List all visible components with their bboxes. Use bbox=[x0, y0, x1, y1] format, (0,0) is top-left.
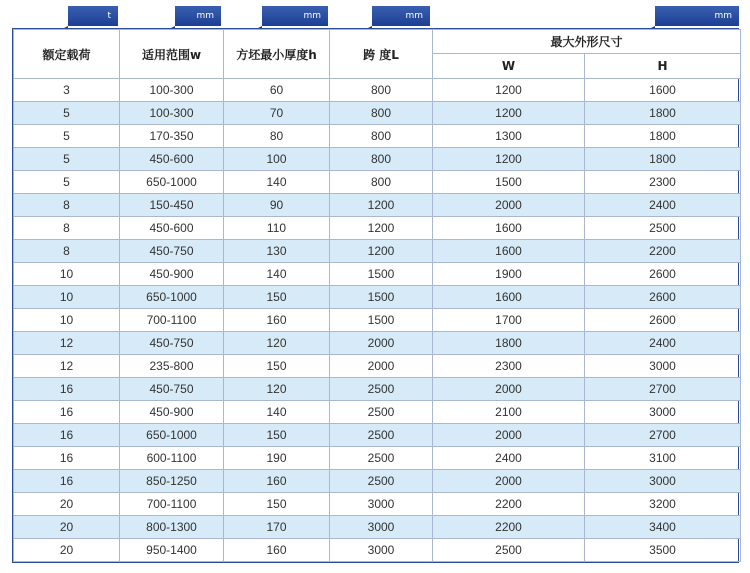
cell-load: 16 bbox=[14, 447, 120, 470]
cell-h: 3500 bbox=[585, 539, 741, 562]
cell-h: 2400 bbox=[585, 332, 741, 355]
cell-thickness: 160 bbox=[224, 470, 330, 493]
cell-h: 2700 bbox=[585, 378, 741, 401]
cell-range: 700-1100 bbox=[120, 309, 224, 332]
cell-range: 800-1300 bbox=[120, 516, 224, 539]
header-w: W bbox=[433, 54, 585, 79]
cell-w: 2300 bbox=[433, 355, 585, 378]
cell-w: 1600 bbox=[433, 217, 585, 240]
cell-span: 1500 bbox=[330, 263, 433, 286]
cell-load: 5 bbox=[14, 125, 120, 148]
unit-label-span: mm bbox=[372, 6, 430, 26]
cell-h: 2400 bbox=[585, 194, 741, 217]
cell-load: 16 bbox=[14, 401, 120, 424]
table-row bbox=[14, 424, 741, 447]
table-row bbox=[14, 194, 741, 217]
unit-label-thickness: mm bbox=[262, 6, 328, 26]
cell-w: 1600 bbox=[433, 240, 585, 263]
cell-range: 450-750 bbox=[120, 378, 224, 401]
cell-w: 1500 bbox=[433, 171, 585, 194]
unit-row bbox=[12, 6, 739, 28]
cell-h: 2600 bbox=[585, 263, 741, 286]
cell-h: 3200 bbox=[585, 493, 741, 516]
cell-thickness: 160 bbox=[224, 309, 330, 332]
cell-h: 1600 bbox=[585, 79, 741, 102]
table-row bbox=[14, 125, 741, 148]
cell-load: 8 bbox=[14, 240, 120, 263]
cell-thickness: 170 bbox=[224, 516, 330, 539]
cell-span: 3000 bbox=[330, 539, 433, 562]
cell-thickness: 90 bbox=[224, 194, 330, 217]
cell-h: 2200 bbox=[585, 240, 741, 263]
cell-load: 10 bbox=[14, 263, 120, 286]
cell-span: 1500 bbox=[330, 309, 433, 332]
table-row bbox=[14, 516, 741, 539]
cell-w: 2000 bbox=[433, 378, 585, 401]
cell-load: 20 bbox=[14, 493, 120, 516]
cell-range: 450-750 bbox=[120, 240, 224, 263]
cell-span: 2500 bbox=[330, 447, 433, 470]
cell-span: 800 bbox=[330, 125, 433, 148]
header-thickness: 方坯最小厚度h bbox=[224, 30, 330, 79]
cell-h: 2300 bbox=[585, 171, 741, 194]
table-row bbox=[14, 539, 741, 562]
cell-h: 1800 bbox=[585, 148, 741, 171]
cell-thickness: 150 bbox=[224, 424, 330, 447]
cell-span: 1200 bbox=[330, 194, 433, 217]
cell-range: 650-1000 bbox=[120, 286, 224, 309]
cell-load: 16 bbox=[14, 378, 120, 401]
cell-h: 3400 bbox=[585, 516, 741, 539]
table-row bbox=[14, 171, 741, 194]
cell-thickness: 100 bbox=[224, 148, 330, 171]
cell-range: 950-1400 bbox=[120, 539, 224, 562]
cell-load: 8 bbox=[14, 217, 120, 240]
cell-w: 2000 bbox=[433, 194, 585, 217]
cell-w: 1200 bbox=[433, 79, 585, 102]
cell-load: 12 bbox=[14, 355, 120, 378]
cell-span: 800 bbox=[330, 148, 433, 171]
table-body bbox=[14, 79, 741, 562]
unit-label-load: t bbox=[68, 6, 118, 26]
cell-load: 10 bbox=[14, 286, 120, 309]
cell-w: 2100 bbox=[433, 401, 585, 424]
cell-load: 5 bbox=[14, 171, 120, 194]
table-row bbox=[14, 263, 741, 286]
header-dims: 最大外形尺寸 bbox=[433, 30, 741, 54]
cell-range: 450-600 bbox=[120, 217, 224, 240]
header-h: H bbox=[585, 54, 741, 79]
cell-w: 1700 bbox=[433, 309, 585, 332]
cell-span: 2500 bbox=[330, 470, 433, 493]
cell-thickness: 150 bbox=[224, 286, 330, 309]
table-row bbox=[14, 79, 741, 102]
cell-h: 3000 bbox=[585, 401, 741, 424]
cell-load: 12 bbox=[14, 332, 120, 355]
cell-range: 150-450 bbox=[120, 194, 224, 217]
cell-w: 2500 bbox=[433, 539, 585, 562]
cell-thickness: 140 bbox=[224, 263, 330, 286]
unit-label-range: mm bbox=[175, 6, 221, 26]
table-row bbox=[14, 493, 741, 516]
cell-range: 450-600 bbox=[120, 148, 224, 171]
cell-thickness: 80 bbox=[224, 125, 330, 148]
cell-h: 2700 bbox=[585, 424, 741, 447]
cell-h: 3000 bbox=[585, 355, 741, 378]
cell-range: 700-1100 bbox=[120, 493, 224, 516]
cell-thickness: 120 bbox=[224, 332, 330, 355]
table-row bbox=[14, 447, 741, 470]
cell-w: 2000 bbox=[433, 470, 585, 493]
cell-span: 1200 bbox=[330, 240, 433, 263]
cell-load: 16 bbox=[14, 424, 120, 447]
header-range: 适用范围w bbox=[120, 30, 224, 79]
cell-h: 3100 bbox=[585, 447, 741, 470]
cell-w: 2200 bbox=[433, 493, 585, 516]
table-row bbox=[14, 378, 741, 401]
cell-thickness: 150 bbox=[224, 355, 330, 378]
cell-range: 170-350 bbox=[120, 125, 224, 148]
cell-span: 2500 bbox=[330, 378, 433, 401]
table-row bbox=[14, 286, 741, 309]
cell-thickness: 110 bbox=[224, 217, 330, 240]
cell-w: 1600 bbox=[433, 286, 585, 309]
cell-thickness: 120 bbox=[224, 378, 330, 401]
cell-span: 2500 bbox=[330, 401, 433, 424]
cell-span: 2000 bbox=[330, 332, 433, 355]
cell-span: 2000 bbox=[330, 355, 433, 378]
cell-w: 2400 bbox=[433, 447, 585, 470]
cell-load: 20 bbox=[14, 516, 120, 539]
cell-span: 800 bbox=[330, 102, 433, 125]
spec-table bbox=[12, 28, 739, 563]
cell-w: 2000 bbox=[433, 424, 585, 447]
unit-label-dims: mm bbox=[655, 6, 739, 26]
table-row bbox=[14, 470, 741, 493]
cell-load: 5 bbox=[14, 148, 120, 171]
cell-h: 1800 bbox=[585, 102, 741, 125]
cell-h: 1800 bbox=[585, 125, 741, 148]
cell-range: 100-300 bbox=[120, 102, 224, 125]
cell-range: 600-1100 bbox=[120, 447, 224, 470]
cell-range: 450-900 bbox=[120, 263, 224, 286]
cell-load: 5 bbox=[14, 102, 120, 125]
cell-span: 800 bbox=[330, 79, 433, 102]
cell-w: 1200 bbox=[433, 102, 585, 125]
cell-load: 3 bbox=[14, 79, 120, 102]
table-row bbox=[14, 332, 741, 355]
cell-load: 20 bbox=[14, 539, 120, 562]
cell-span: 1500 bbox=[330, 286, 433, 309]
cell-w: 1800 bbox=[433, 332, 585, 355]
cell-span: 2500 bbox=[330, 424, 433, 447]
table-row bbox=[14, 102, 741, 125]
cell-thickness: 160 bbox=[224, 539, 330, 562]
cell-h: 2500 bbox=[585, 217, 741, 240]
table-row bbox=[14, 355, 741, 378]
cell-w: 1300 bbox=[433, 125, 585, 148]
header-load: 额定载荷 bbox=[14, 30, 120, 79]
table-row bbox=[14, 217, 741, 240]
cell-h: 2600 bbox=[585, 309, 741, 332]
cell-h: 2600 bbox=[585, 286, 741, 309]
cell-w: 1200 bbox=[433, 148, 585, 171]
cell-thickness: 140 bbox=[224, 171, 330, 194]
header-span: 跨 度L bbox=[330, 30, 433, 79]
cell-load: 10 bbox=[14, 309, 120, 332]
cell-w: 1900 bbox=[433, 263, 585, 286]
table-row bbox=[14, 401, 741, 424]
cell-range: 650-1000 bbox=[120, 171, 224, 194]
cell-span: 800 bbox=[330, 171, 433, 194]
cell-thickness: 140 bbox=[224, 401, 330, 424]
cell-span: 1200 bbox=[330, 217, 433, 240]
cell-thickness: 130 bbox=[224, 240, 330, 263]
cell-range: 450-900 bbox=[120, 401, 224, 424]
cell-thickness: 150 bbox=[224, 493, 330, 516]
cell-range: 100-300 bbox=[120, 79, 224, 102]
cell-range: 235-800 bbox=[120, 355, 224, 378]
cell-thickness: 190 bbox=[224, 447, 330, 470]
table-row bbox=[14, 309, 741, 332]
cell-span: 3000 bbox=[330, 493, 433, 516]
table-row bbox=[14, 240, 741, 263]
cell-span: 3000 bbox=[330, 516, 433, 539]
cell-w: 2200 bbox=[433, 516, 585, 539]
cell-h: 3000 bbox=[585, 470, 741, 493]
cell-thickness: 70 bbox=[224, 102, 330, 125]
table-row bbox=[14, 148, 741, 171]
cell-range: 850-1250 bbox=[120, 470, 224, 493]
cell-load: 16 bbox=[14, 470, 120, 493]
cell-load: 8 bbox=[14, 194, 120, 217]
cell-thickness: 60 bbox=[224, 79, 330, 102]
cell-range: 450-750 bbox=[120, 332, 224, 355]
cell-range: 650-1000 bbox=[120, 424, 224, 447]
